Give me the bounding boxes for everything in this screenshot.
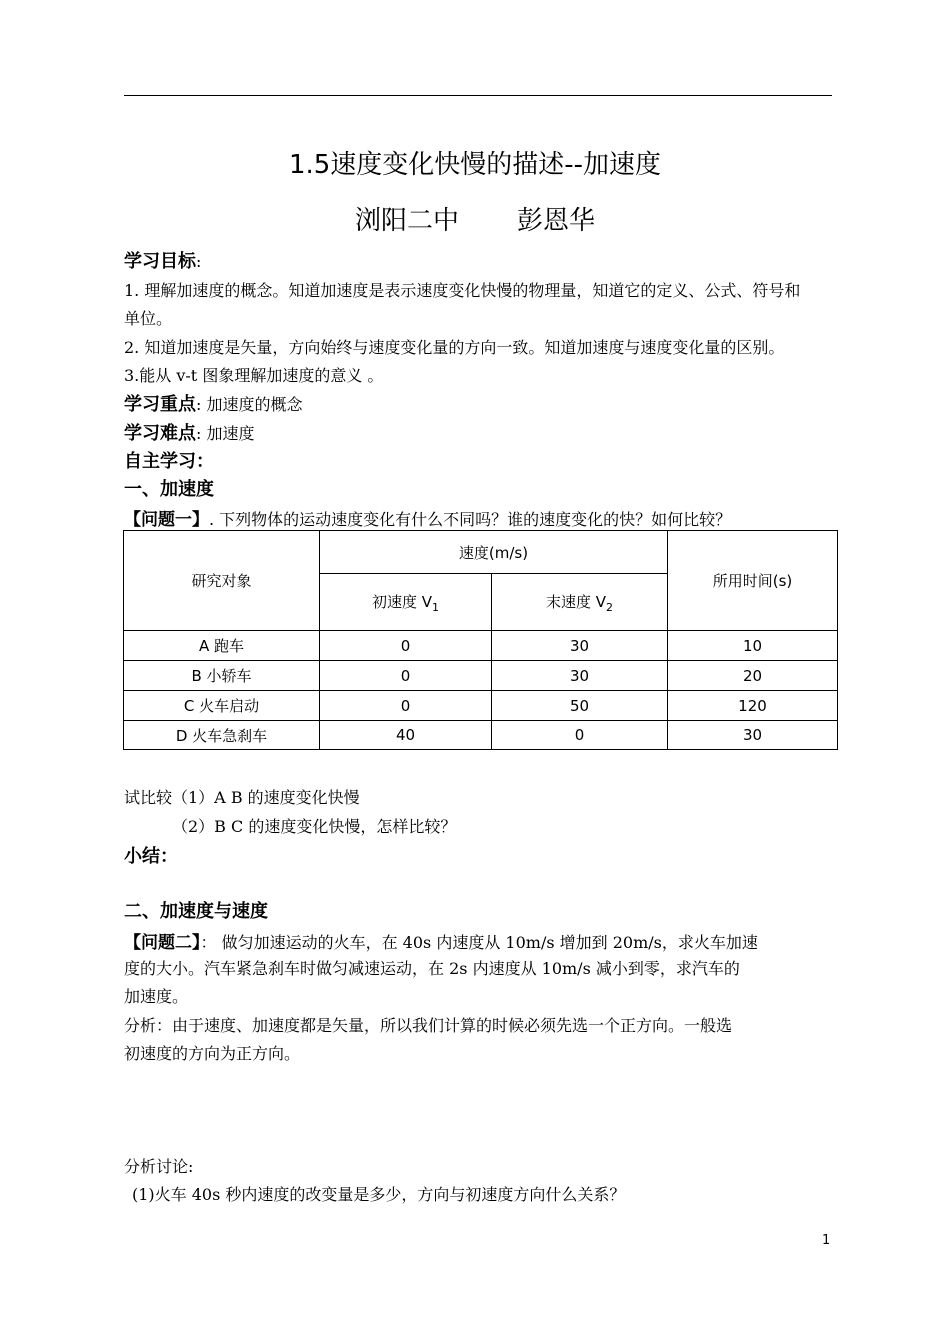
header-v2: 末速度 $V_2$ — [492, 574, 668, 631]
header-rule — [124, 95, 832, 96]
objective-item: 单位。 — [124, 309, 173, 328]
table-row: C 火车启动 0 50 120 — [124, 691, 838, 721]
difficulty: 学习难点: 加速度 — [124, 423, 255, 444]
discussion-label: 分析讨论: — [124, 1157, 194, 1176]
author-name: 彭恩华 — [517, 206, 596, 236]
analysis-line: 初速度的方向为正方向。 — [124, 1044, 301, 1063]
section1-heading: 一、加速度 — [124, 479, 214, 500]
header-object: 研究对象 — [124, 531, 320, 631]
page-number: 1 — [822, 1233, 831, 1248]
key-point: 学习重点: 加速度的概念 — [124, 394, 303, 415]
header-speed: 速度(m/s) — [320, 531, 668, 574]
question2-line: 加速度。 — [124, 987, 189, 1006]
objectives-heading: 学习目标 — [124, 251, 196, 272]
header-v1: 初速度 $V_1$ — [320, 574, 492, 631]
speed-table — [123, 530, 838, 750]
section2-heading: 二、加速度与速度 — [124, 901, 268, 922]
table-row: B 小轿车 0 30 20 — [124, 661, 838, 691]
question2-line: 度的大小。汽车紧急刹车时做匀减速运动，在 2s 内速度从 10m/s 减小到零，求汽车的 — [124, 959, 740, 978]
discussion-item: (1)火车 40s 秒内速度的改变量是多少，方向与初速度方向什么关系？ — [132, 1185, 626, 1204]
table-row: A 跑车 0 30 10 — [124, 631, 838, 661]
objective-item: 3.能从 v-t 图象理解加速度的意义 。 — [124, 366, 384, 385]
objective-item: 2. 知道加速度是矢量，方向始终与速度变化量的方向一致。知道加速度与速度变化量的区别。 — [124, 338, 785, 357]
self-study-heading: 自主学习： — [124, 451, 214, 472]
objectives-heading-line: 学习目标: — [124, 251, 202, 272]
compare-2: （2）B C 的速度变化快慢，怎样比较？ — [172, 817, 457, 836]
header-time: 所用时间(s) — [668, 531, 838, 631]
objective-item: 1. 理解加速度的概念。知道加速度是表示速度变化快慢的物理量，知道它的定义、公式、符号和 — [124, 281, 801, 300]
summary-label: 小结： — [124, 846, 178, 867]
document-title: 1.5速度变化快慢的描述--加速度 — [288, 150, 662, 180]
question1: 【问题一】. 下列物体的运动速度变化有什么不同吗？谁的速度变化的快？如何比较？ — [124, 510, 732, 530]
author-school: 浏阳二中 — [354, 206, 459, 236]
compare-1: 试比较（1）A B 的速度变化快慢 — [124, 788, 360, 807]
table-row: D 火车急刹车 40 0 30 — [124, 721, 838, 750]
analysis-line: 分析：由于速度、加速度都是矢量，所以我们计算的时候必须先选一个正方向。一般选 — [124, 1016, 733, 1035]
question2-line: 【问题二】： 做匀加速运动的火车，在 40s 内速度从 10m/s 增加到 20m/s，求火车加速 — [124, 933, 758, 953]
author-line — [0, 200, 950, 237]
